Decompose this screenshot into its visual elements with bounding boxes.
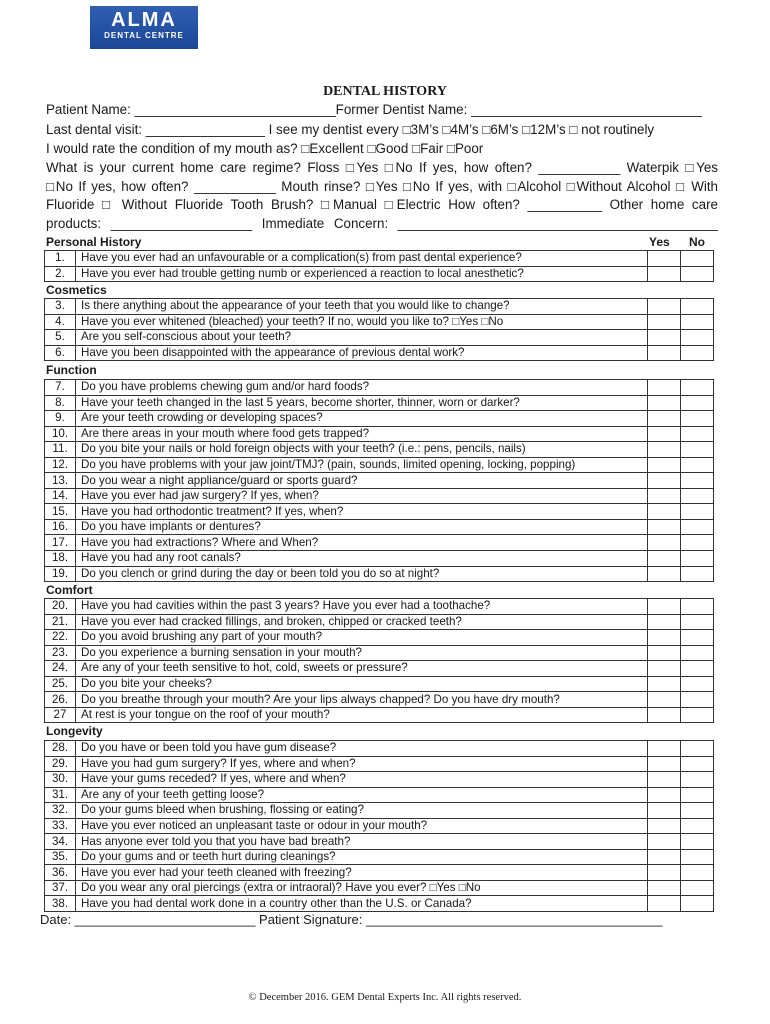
answer-no-cell[interactable]: [681, 849, 714, 865]
question-number: 12.: [45, 457, 76, 473]
question-row: [45, 741, 714, 757]
question-row: [45, 519, 714, 535]
answer-yes-cell[interactable]: [648, 614, 681, 630]
question-row: [45, 330, 714, 346]
question-row: [45, 504, 714, 520]
answer-yes-cell[interactable]: [648, 880, 681, 896]
question-row: [45, 630, 714, 646]
section-title-cosmetics: Cosmetics: [46, 283, 107, 297]
question-number: 7.: [45, 380, 76, 396]
answer-yes-cell[interactable]: [648, 535, 681, 551]
question-text: Have you ever had an unfavourable or a complication(s) from past dental experience?: [76, 251, 648, 267]
question-text: Do you avoid brushing any part of your mouth?: [76, 630, 648, 646]
answer-no-cell[interactable]: [681, 395, 714, 411]
question-number: 16.: [45, 519, 76, 535]
answer-yes-cell[interactable]: [648, 457, 681, 473]
answer-no-cell[interactable]: [681, 614, 714, 630]
questions-table-personal-history: [44, 250, 714, 282]
question-text: Have you had extractions? Where and When?: [76, 535, 648, 551]
answer-yes-cell[interactable]: [648, 504, 681, 520]
question-text: Are there areas in your mouth where food gets trapped?: [76, 426, 648, 442]
question-row: [45, 380, 714, 396]
question-number: 18.: [45, 551, 76, 567]
answer-no-cell[interactable]: [681, 818, 714, 834]
question-text: Do you bite your cheeks?: [76, 676, 648, 692]
answer-yes-cell[interactable]: [648, 473, 681, 489]
answer-no-cell[interactable]: [681, 411, 714, 427]
answer-no-cell[interactable]: [681, 551, 714, 567]
question-number: 20.: [45, 599, 76, 615]
question-row: [45, 880, 714, 896]
question-text: Have your teeth changed in the last 5 years, become shorter, thinner, worn or darker?: [76, 395, 648, 411]
question-row: [45, 661, 714, 677]
questions-table-function: [44, 379, 714, 582]
answer-no-cell[interactable]: [681, 442, 714, 458]
answer-no-cell[interactable]: [681, 519, 714, 535]
answer-yes-cell[interactable]: [648, 661, 681, 677]
question-row: [45, 566, 714, 582]
answer-yes-cell[interactable]: [648, 488, 681, 504]
question-text: Do you breathe through your mouth? Are your lips always chapped? Do you have dry mouth?: [76, 692, 648, 708]
question-number: 11.: [45, 442, 76, 458]
answer-yes-cell[interactable]: [648, 345, 681, 361]
section-title-comfort: Comfort: [46, 583, 93, 597]
answer-yes-cell[interactable]: [648, 707, 681, 723]
question-number: 19.: [45, 566, 76, 582]
question-number: 31.: [45, 787, 76, 803]
answer-no-cell[interactable]: [681, 865, 714, 881]
answer-yes-cell[interactable]: [648, 630, 681, 646]
question-text: Have you had any root canals?: [76, 551, 648, 567]
question-text: Has anyone ever told you that you have bad breath?: [76, 834, 648, 850]
alma-dental-logo: [90, 6, 198, 49]
question-row: [45, 645, 714, 661]
question-text: Do you wear a night appliance/guard or sports guard?: [76, 473, 648, 489]
page-title: DENTAL HISTORY: [323, 84, 447, 99]
answer-yes-cell[interactable]: [648, 426, 681, 442]
answer-no-cell[interactable]: [681, 676, 714, 692]
question-number: 13.: [45, 473, 76, 489]
question-number: 21.: [45, 614, 76, 630]
question-number: 24.: [45, 661, 76, 677]
answer-no-cell[interactable]: [681, 488, 714, 504]
answer-yes-cell[interactable]: [648, 818, 681, 834]
question-number: 5.: [45, 330, 76, 346]
question-text: Are you self-conscious about your teeth?: [76, 330, 648, 346]
logo-text-dental-centre: DENTAL CENTRE: [104, 31, 184, 40]
question-number: 9.: [45, 411, 76, 427]
question-number: 8.: [45, 395, 76, 411]
question-text: Do you have problems chewing gum and/or hard foods?: [76, 380, 648, 396]
question-row: [45, 614, 714, 630]
answer-yes-cell[interactable]: [648, 551, 681, 567]
answer-yes-cell[interactable]: [648, 849, 681, 865]
question-number: 34.: [45, 834, 76, 850]
question-number: 3.: [45, 299, 76, 315]
answer-yes-cell[interactable]: [648, 692, 681, 708]
answer-yes-cell[interactable]: [648, 380, 681, 396]
answer-no-cell[interactable]: [681, 756, 714, 772]
answer-no-cell[interactable]: [681, 772, 714, 788]
answer-yes-cell[interactable]: [648, 896, 681, 912]
answer-no-cell[interactable]: [681, 599, 714, 615]
question-text: Have you ever noticed an unpleasant taste or odour in your mouth?: [76, 818, 648, 834]
question-number: 37.: [45, 880, 76, 896]
question-number: 23.: [45, 645, 76, 661]
answer-yes-cell[interactable]: [648, 330, 681, 346]
question-text: Have you had dental work done in a country other than the U.S. or Canada?: [76, 896, 648, 912]
question-number: 32.: [45, 803, 76, 819]
question-row: [45, 442, 714, 458]
section-title-personal-history: Personal History: [46, 235, 142, 249]
question-number: 25.: [45, 676, 76, 692]
answer-no-cell[interactable]: [681, 896, 714, 912]
copyright-footer: © December 2016. GEM Dental Experts Inc. All rights reserved.: [248, 992, 522, 1003]
question-text: Have you ever had your teeth cleaned with freezing?: [76, 865, 648, 881]
column-header-no: No: [689, 235, 705, 249]
question-text: Have you ever had cracked fillings, and broken, chipped or cracked teeth?: [76, 614, 648, 630]
question-text: Are any of your teeth getting loose?: [76, 787, 648, 803]
question-text: Have you had cavities within the past 3 years? Have you ever had a toothache?: [76, 599, 648, 615]
questions-table-comfort: [44, 598, 714, 723]
question-number: 14.: [45, 488, 76, 504]
home-care-line-2[interactable]: □No If yes, how often? ___________ Mouth rinse? □Yes □No If yes, with □Alcohol □Without Alcohol □ With: [46, 179, 718, 194]
question-text: Have you been disappointed with the appearance of previous dental work?: [76, 345, 648, 361]
question-text: Do your gums bleed when brushing, flossing or eating?: [76, 803, 648, 819]
question-row: [45, 488, 714, 504]
question-row: [45, 707, 714, 723]
question-number: 10.: [45, 426, 76, 442]
question-number: 36.: [45, 865, 76, 881]
question-row: [45, 299, 714, 315]
question-text: Have you ever had jaw surgery? If yes, when?: [76, 488, 648, 504]
question-row: [45, 787, 714, 803]
answer-yes-cell[interactable]: [648, 676, 681, 692]
question-number: 4.: [45, 314, 76, 330]
question-text: Do you wear any oral piercings (extra or intraoral)? Have you ever? □Yes □No: [76, 880, 648, 896]
question-number: 28.: [45, 741, 76, 757]
answer-no-cell[interactable]: [681, 787, 714, 803]
question-text: Do you experience a burning sensation in your mouth?: [76, 645, 648, 661]
answer-yes-cell[interactable]: [648, 266, 681, 282]
answer-yes-cell[interactable]: [648, 599, 681, 615]
answer-no-cell[interactable]: [681, 834, 714, 850]
question-text: Do you have problems with your jaw joint/TMJ? (pain, sounds, limited opening, locking, popping): [76, 457, 648, 473]
answer-yes-cell[interactable]: [648, 756, 681, 772]
home-care-line-3[interactable]: Fluoride □ Without Fluoride Tooth Brush? □Manual □Electric How often? __________ Other home care: [46, 197, 718, 212]
question-text: Do you have implants or dentures?: [76, 519, 648, 535]
question-text: Have your gums receded? If yes, where and when?: [76, 772, 648, 788]
answer-yes-cell[interactable]: [648, 395, 681, 411]
question-text: At rest is your tongue on the roof of your mouth?: [76, 707, 648, 723]
answer-no-cell[interactable]: [681, 345, 714, 361]
question-row: [45, 314, 714, 330]
question-row: [45, 756, 714, 772]
question-number: 27: [45, 707, 76, 723]
answer-no-cell[interactable]: [681, 645, 714, 661]
question-row: [45, 896, 714, 912]
question-text: Have you had gum surgery? If yes, where and when?: [76, 756, 648, 772]
answer-yes-cell[interactable]: [648, 299, 681, 315]
answer-yes-cell[interactable]: [648, 803, 681, 819]
question-number: 2.: [45, 266, 76, 282]
question-row: [45, 266, 714, 282]
date-signature-line[interactable]: Date: _________________________ Patient Signature: _________________________________________: [40, 912, 663, 927]
question-number: 1.: [45, 251, 76, 267]
questions-table-longevity: [44, 740, 714, 912]
answer-yes-cell[interactable]: [648, 787, 681, 803]
answer-no-cell[interactable]: [681, 299, 714, 315]
question-row: [45, 426, 714, 442]
question-text: Have you ever had trouble getting numb or experienced a reaction to local anesthetic?: [76, 266, 648, 282]
question-number: 29.: [45, 756, 76, 772]
answer-no-cell[interactable]: [681, 504, 714, 520]
answer-yes-cell[interactable]: [648, 566, 681, 582]
question-text: Do your gums and or teeth hurt during cleanings?: [76, 849, 648, 865]
question-number: 30.: [45, 772, 76, 788]
mouth-condition-line[interactable]: I would rate the condition of my mouth as? □Excellent □Good □Fair □Poor: [46, 141, 484, 156]
question-row: [45, 551, 714, 567]
answer-no-cell[interactable]: [681, 630, 714, 646]
question-row: [45, 676, 714, 692]
question-number: 17.: [45, 535, 76, 551]
question-number: 15.: [45, 504, 76, 520]
answer-no-cell[interactable]: [681, 380, 714, 396]
question-row: [45, 599, 714, 615]
section-title-longevity: Longevity: [46, 724, 103, 738]
question-number: 22.: [45, 630, 76, 646]
question-row: [45, 535, 714, 551]
question-number: 6.: [45, 345, 76, 361]
question-text: Are any of your teeth sensitive to hot, cold, sweets or pressure?: [76, 661, 648, 677]
answer-no-cell[interactable]: [681, 880, 714, 896]
answer-yes-cell[interactable]: [648, 251, 681, 267]
question-number: 35.: [45, 849, 76, 865]
answer-yes-cell[interactable]: [648, 865, 681, 881]
question-row: [45, 345, 714, 361]
answer-no-cell[interactable]: [681, 692, 714, 708]
question-row: [45, 395, 714, 411]
answer-no-cell[interactable]: [681, 457, 714, 473]
answer-yes-cell[interactable]: [648, 314, 681, 330]
question-row: [45, 473, 714, 489]
answer-yes-cell[interactable]: [648, 645, 681, 661]
question-number: 38.: [45, 896, 76, 912]
logo-text-alma: ALMA: [111, 9, 177, 31]
answer-no-cell[interactable]: [681, 426, 714, 442]
question-text: Are your teeth crowding or developing spaces?: [76, 411, 648, 427]
answer-yes-cell[interactable]: [648, 519, 681, 535]
answer-yes-cell[interactable]: [648, 741, 681, 757]
section-title-function: Function: [46, 363, 97, 377]
answer-yes-cell[interactable]: [648, 442, 681, 458]
answer-no-cell[interactable]: [681, 661, 714, 677]
question-row: [45, 865, 714, 881]
question-text: Do you clench or grind during the day or been told you do so at night?: [76, 566, 648, 582]
question-number: 26.: [45, 692, 76, 708]
question-row: [45, 251, 714, 267]
answer-yes-cell[interactable]: [648, 772, 681, 788]
answer-no-cell[interactable]: [681, 535, 714, 551]
questions-table-cosmetics: [44, 298, 714, 361]
question-number: 33.: [45, 818, 76, 834]
last-visit-line[interactable]: Last dental visit: ________________ I see my dentist every □3M’s □4M’s □6M’s □12M’s □ not routinely: [46, 122, 655, 137]
question-text: Have you had orthodontic treatment? If yes, when?: [76, 504, 648, 520]
question-row: [45, 411, 714, 427]
question-row: [45, 772, 714, 788]
answer-yes-cell[interactable]: [648, 411, 681, 427]
question-text: Do you have or been told you have gum disease?: [76, 741, 648, 757]
question-row: [45, 457, 714, 473]
answer-no-cell[interactable]: [681, 330, 714, 346]
question-row: [45, 849, 714, 865]
answer-no-cell[interactable]: [681, 566, 714, 582]
question-text: Is there anything about the appearance of your teeth that you would like to change?: [76, 299, 648, 315]
question-row: [45, 818, 714, 834]
question-row: [45, 692, 714, 708]
products-concern-line[interactable]: products: ___________________ Immediate Concern: ___________________________________________: [46, 216, 718, 231]
patient-name-line[interactable]: Patient Name: ___________________________Former Dentist Name: _______________________________: [46, 102, 702, 117]
answer-no-cell[interactable]: [681, 266, 714, 282]
question-row: [45, 834, 714, 850]
question-text: Have you ever whitened (bleached) your teeth? If no, would you like to? □Yes □No: [76, 314, 648, 330]
answer-no-cell[interactable]: [681, 741, 714, 757]
answer-no-cell[interactable]: [681, 314, 714, 330]
answer-no-cell[interactable]: [681, 803, 714, 819]
answer-no-cell[interactable]: [681, 707, 714, 723]
question-row: [45, 803, 714, 819]
home-care-line-1[interactable]: What is your current home care regime? Floss □Yes □No If yes, how often? ___________ Waterpik □Yes: [46, 160, 718, 175]
answer-no-cell[interactable]: [681, 251, 714, 267]
answer-yes-cell[interactable]: [648, 834, 681, 850]
column-header-yes: Yes: [649, 235, 670, 249]
question-text: Do you bite your nails or hold foreign objects with your teeth? (i.e.: pens, pencils, nails): [76, 442, 648, 458]
answer-no-cell[interactable]: [681, 473, 714, 489]
